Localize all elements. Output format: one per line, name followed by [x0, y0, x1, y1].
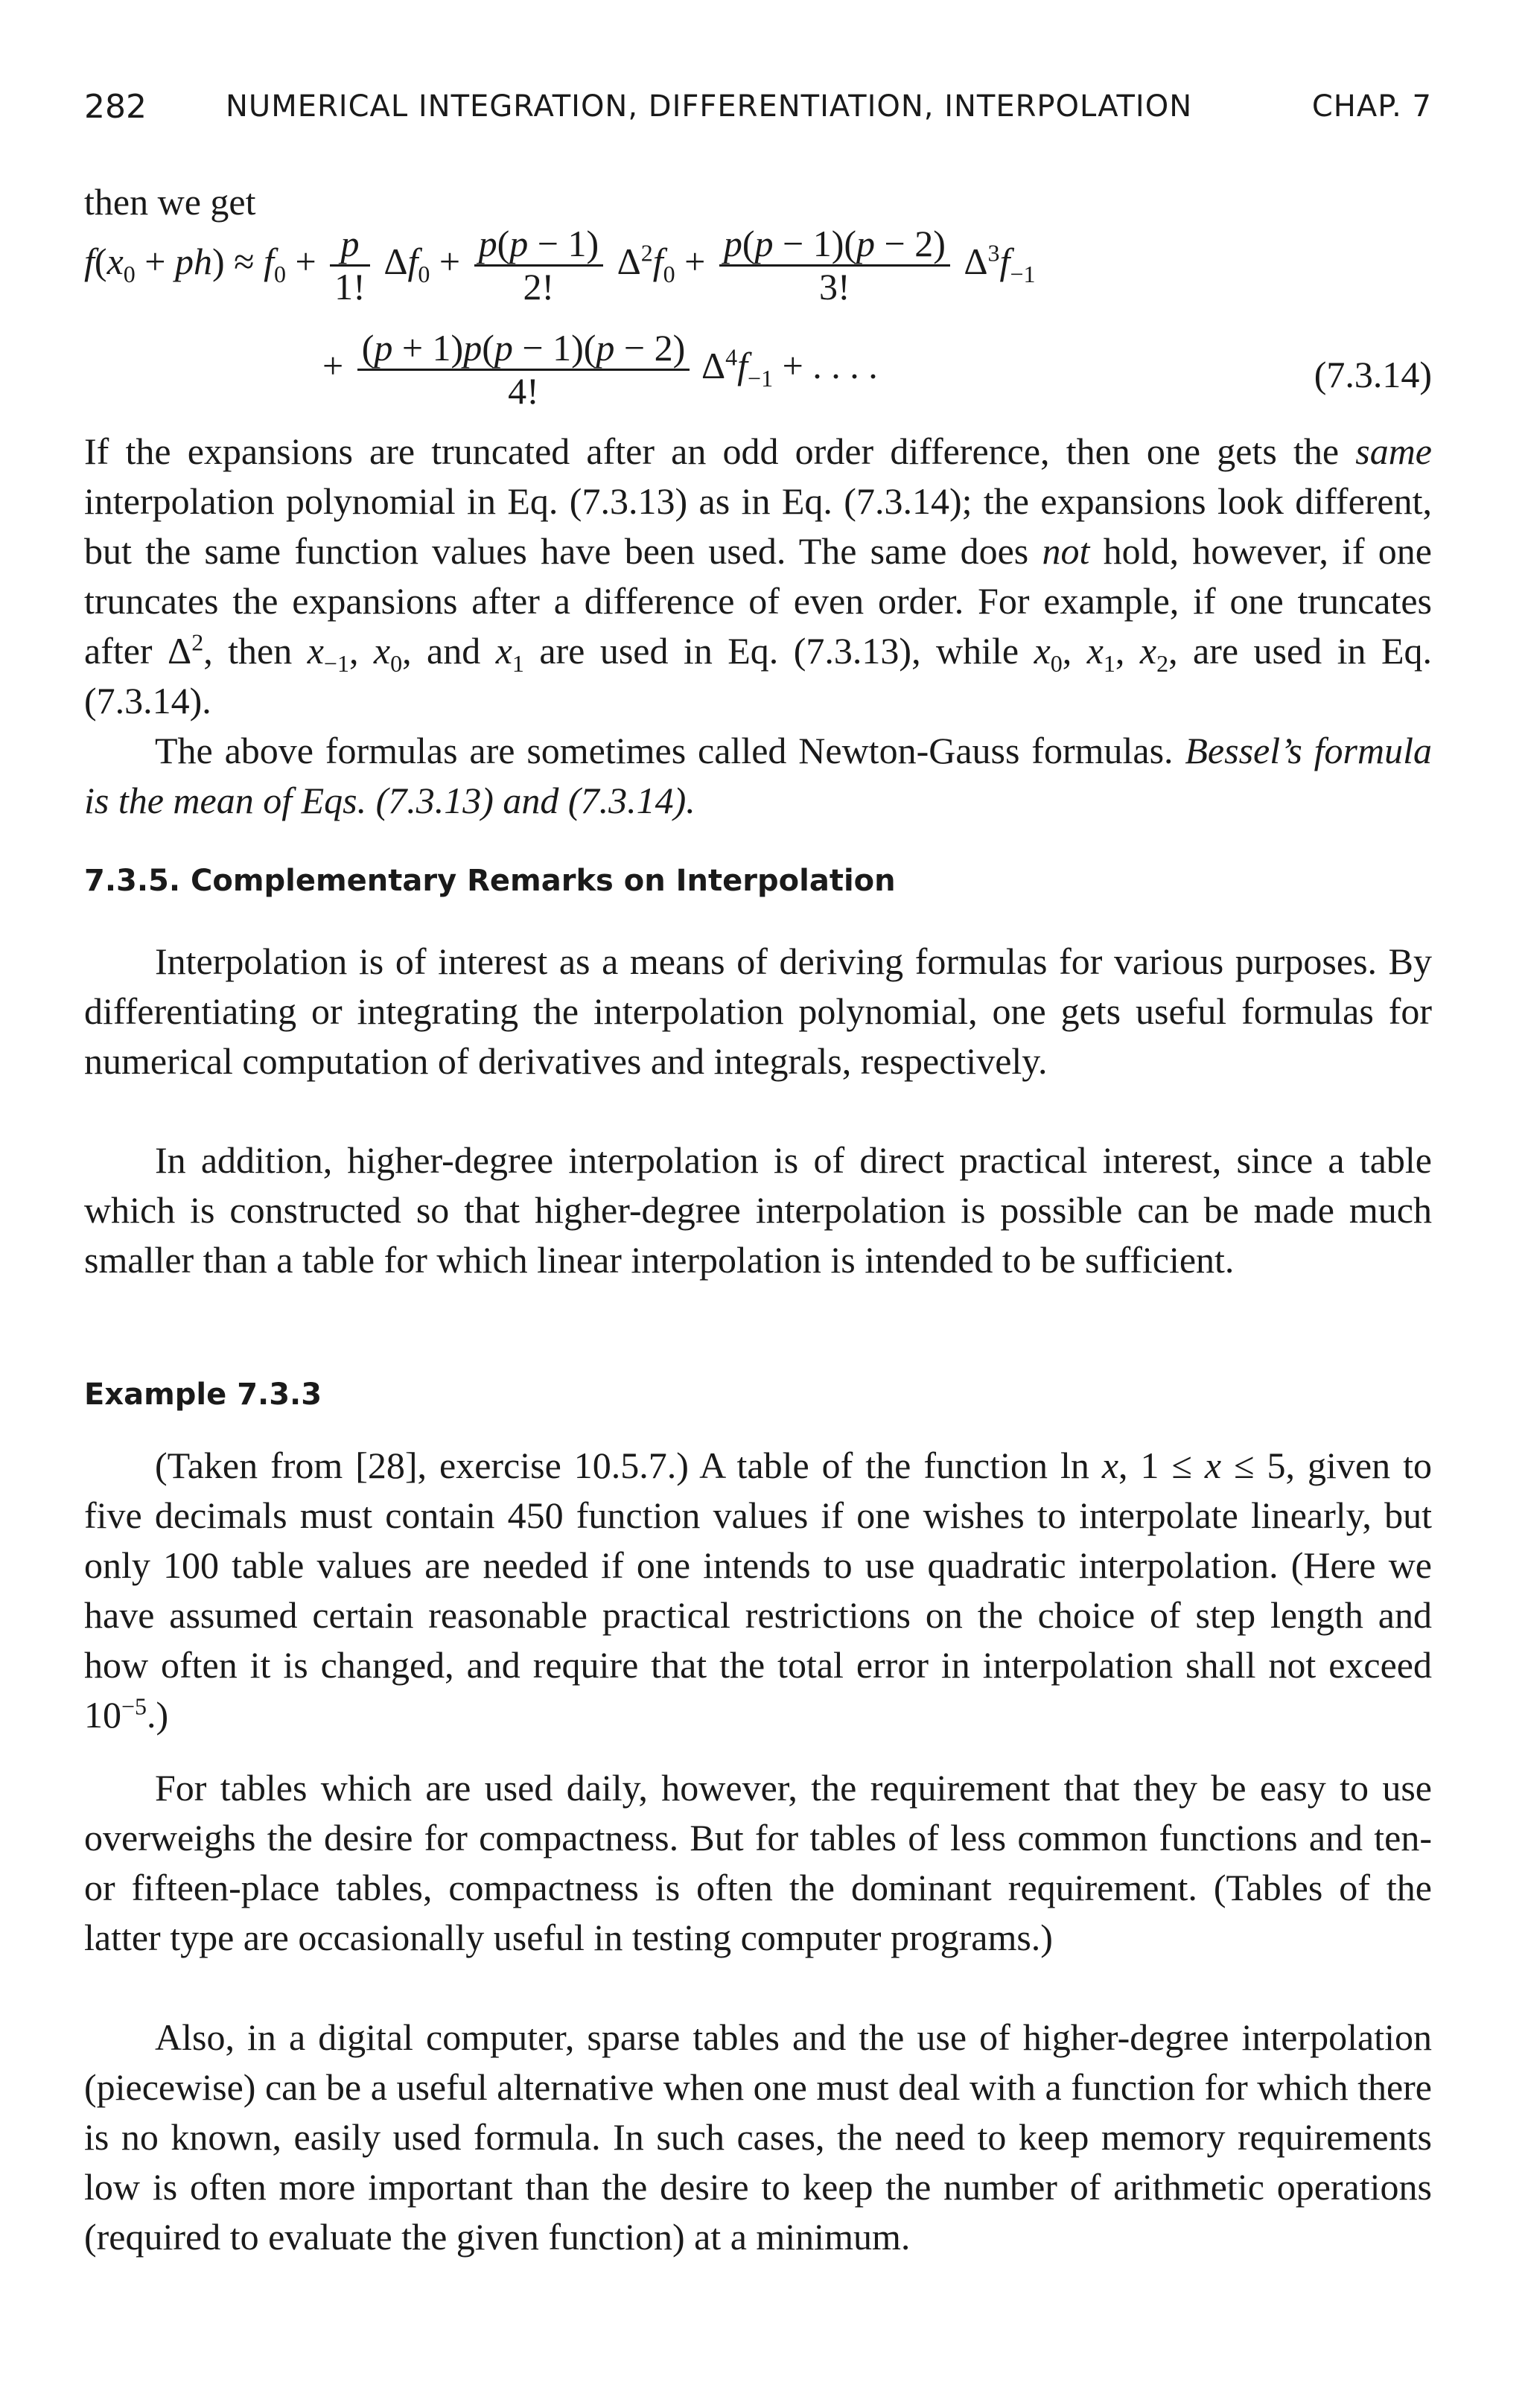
bessel-statement: Bessel’s formula is the mean of Eqs. (7.3.13) and (7.3.14). — [84, 730, 1432, 821]
fraction-p-over-1: $\frac{p}{1!}$ — [330, 223, 370, 308]
fraction-fourth-order: $\frac{(p + 1)p(p - 1)(p - 2)}{4!}$ — [357, 328, 690, 412]
page-number: 282 — [84, 88, 147, 126]
running-head — [84, 82, 1432, 134]
paragraph-daily-tables: For tables which are used daily, however, the requirement that they be easy to use overweighs the desire for compactness. But for tables of less common functions and ten- or fifteen-place tables, compactness is often the dominant requirement. (Tables of the latter type are occasionally useful in testing computer programs.) — [84, 1767, 1432, 1958]
paragraph-higher-degree: In addition, higher-degree interpolation is of direct practical interest, since a table which is constructed so that higher-degree interpolation is possible can be made much smaller than a table for which linear interpolation is intended to be sufficient. — [84, 1139, 1432, 1281]
equation-line-1: $f(x_0 + ph) \approx f_0$ + $\frac{p}{1!}$ $\Delta f_0$ + $\frac{p(p - 1)}{2!}$ $\Delta^2f_0$ + $\frac{p(p - 1)(p - 2)}{3!}$ $\Delta^3f_{-1}$ — [84, 223, 1036, 308]
paragraph-digital-computer: Also, in a digital computer, sparse tables and the use of higher-degree interpolation (piecewise) can be a useful alternative when one must deal with a function for which there is no known, easily used formula. In such cases, the need to keep memory requirements low is often more important than the desire to keep the number of arithmetic operations (required to evaluate the given function) at a minimum. — [84, 2016, 1432, 2258]
running-title: NUMERICAL INTEGRATION, DIFFERENTIATION, INTERPOLATION — [226, 89, 1193, 124]
paragraph-truncation: If the expansions are truncated after an odd order difference, then one gets the same interpolation polynomial in Eq. (7.3.13) as in Eq. (7.3.14); the expansions look different, but the same function values have been used. The same does not hold, however, if one truncates the expansions after a difference of even order. For example, if one truncates after $\Delta^2$, then $x_{-1}$, $x_0$, and $x_1$ are used in Eq. (7.3.13), while $x_0$, $x_1$, $x_2$, are used in Eq. (7.3.14). — [84, 430, 1432, 722]
fraction-third-order: $\frac{p(p - 1)(p - 2)}{3!}$ — [719, 223, 950, 308]
paragraph-interpolation-interest: Interpolation is of interest as a means of deriving formulas for various purposes. By differentiating or integrating the interpolation polynomial, one gets useful formulas for numerical computation of derivatives and integrals, respectively. — [84, 940, 1432, 1082]
equation-lead-in: then we get — [84, 181, 256, 223]
emphasis-not: not — [1042, 530, 1090, 572]
section-heading: 7.3.5. Complementary Remarks on Interpolation — [84, 864, 896, 898]
equation-number: (7.3.14) — [1314, 354, 1432, 395]
example-heading: Example 7.3.3 — [84, 1377, 322, 1412]
paragraph-newton-gauss: The above formulas are sometimes called Newton-Gauss formulas. Bessel’s formula is the mean of Eqs. (7.3.13) and (7.3.14). — [84, 730, 1432, 821]
emphasis-same: same — [1355, 430, 1432, 472]
fraction-second-order: $\frac{p(p - 1)}{2!}$ — [474, 223, 604, 308]
chapter-label: CHAP. 7 — [1311, 89, 1432, 124]
paragraph-example: (Taken from [28], exercise 10.5.7.) A table of the function ln x, 1 ≤ x ≤ 5, given to five decimals must contain 450 function values if one wishes to interpolate linearly, but only 100 table values are needed if one intends to use quadratic interpolation. (Here we have assumed certain reasonable practical restrictions on the choice of step length and how often it is changed, and require that the total error in interpolation shall not exceed $10^{-5}$.) — [84, 1445, 1432, 1736]
equation-line-2: + $\frac{(p + 1)p(p - 1)(p - 2)}{4!}$ $\Delta^4f_{-1}$ + . . . . (7.3.14) — [322, 327, 1432, 412]
